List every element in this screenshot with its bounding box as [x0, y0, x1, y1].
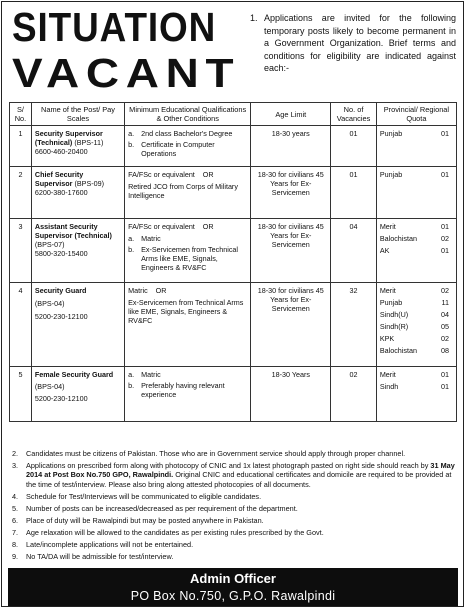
row-sno: 4 [10, 283, 32, 367]
row-age: 18-30 Years [251, 367, 331, 422]
row-age: 18-30 for civilians 45 Years for Ex-Servicemen [251, 283, 331, 367]
qualification-line: FA/FSc or equivalent OR [128, 222, 214, 231]
row-post [31, 126, 124, 167]
header-sno: S/ No. [10, 103, 32, 126]
quota-count: 01 [441, 222, 449, 231]
row-sno: 2 [10, 167, 32, 219]
quota-count: 02 [441, 334, 449, 343]
quota-count: 01 [441, 170, 449, 179]
qualification-item: b. Ex-Servicemen from Technical Arms like EME, Signals, Engineers & RV&FC [128, 245, 239, 272]
qualification-line: Matric OR [128, 286, 167, 295]
post-name: Chief Security Supervisor (BPS-09) [34, 170, 105, 188]
header-vacancies: No. of Vacancies [331, 103, 377, 126]
quota-count: 01 [441, 370, 449, 379]
quota-region: KPK [379, 334, 395, 343]
row-vacancies: 04 [331, 219, 377, 283]
header-post: Name of the Post/ Pay Scales [31, 103, 124, 126]
quota-region: Sindh(U) [379, 310, 409, 319]
quota-region: Merit [379, 222, 396, 231]
quota-count: 01 [441, 382, 449, 391]
footer-banner [8, 568, 458, 606]
quota-count: 02 [441, 286, 449, 295]
quota-count: 01 [441, 246, 449, 255]
note-item: 6. Place of duty will be Rawalpindi but may be posted anywhere in Pakistan. [12, 515, 264, 525]
post-name: Security Supervisor (Technical) (BPS-11) [34, 129, 104, 147]
table-row [10, 283, 457, 367]
row-quota [376, 126, 456, 167]
row-vacancies: 01 [331, 167, 377, 219]
qualification-item: a. Matric [128, 234, 161, 243]
post-scale: (BPS-04) [34, 382, 65, 391]
row-vacancies: 01 [331, 126, 377, 167]
footer-officer: Admin Officer [190, 571, 276, 586]
quota-count: 04 [441, 310, 449, 319]
table-row [10, 167, 457, 219]
note-item: 5. Number of posts can be increased/decreased as per requirement of the department. [12, 503, 298, 513]
note-item: 2. Candidates must be citizens of Pakistan. Those who are in Government service should apply through proper channel. [12, 449, 406, 458]
qualification-line: FA/FSc or equivalent OR [128, 170, 214, 179]
ad-title [12, 4, 250, 96]
note-item: 9. No TA/DA will be admissible for test/interview. [12, 551, 174, 561]
note-item: 7. Age relaxation will be allowed to the candidates as per existing rules prescribed by the Govt. [12, 527, 324, 537]
notes-list [12, 449, 460, 564]
quota-region: Balochistan [379, 346, 417, 355]
row-post [31, 167, 124, 219]
row-qualification [125, 219, 251, 283]
quota-count: 02 [441, 234, 449, 243]
table-row [10, 367, 457, 422]
table-row [10, 126, 457, 167]
row-vacancies: 02 [331, 367, 377, 422]
post-scale: (BPS-04) [34, 299, 65, 308]
quota-region: Punjab [379, 129, 403, 138]
quota-count: 05 [441, 322, 449, 331]
quota-region: Merit [379, 370, 396, 379]
quota-region: Sindh [379, 382, 399, 391]
quota-region: Punjab [379, 298, 403, 307]
qualification-line: Retired JCO from Corps of Military Intelligence [128, 182, 238, 200]
quota-region: Balochistan [379, 234, 417, 243]
post-name: Security Guard [34, 286, 87, 295]
row-vacancies: 32 [331, 283, 377, 367]
post-name: Female Security Guard [34, 370, 114, 379]
row-quota [376, 367, 456, 422]
vacancy-table [9, 102, 457, 422]
qualification-item: b. Preferably having relevant experience [128, 381, 225, 399]
qualification-item: b. Certificate in Computer Operations [128, 140, 215, 158]
intro-note [250, 12, 456, 75]
header-qualification: Minimum Educational Qualifications & Other Conditions [125, 103, 251, 126]
row-quota [376, 219, 456, 283]
title-line-2: VACANT [12, 50, 241, 96]
row-qualification [125, 367, 251, 422]
qualification-line: Ex-Servicemen from Technical Arms like EME, Signals, Engineers & RV&FC [128, 298, 244, 325]
row-qualification [125, 167, 251, 219]
row-sno: 3 [10, 219, 32, 283]
note-item: 3. Applications on prescribed form along with photocopy of CNIC and 1x latest photograph pasted on right side should reach by 31 May 2014 at Post Box No.750 GPO, Rawalpindi. Original CNIC and educational certificates and domicile are required to be provided at the time of test/interview. Please also bring along attested photocopies of all documents. [12, 461, 455, 489]
title-line-1: SITUATION [12, 4, 217, 50]
row-post [31, 367, 124, 422]
header-quota: Provincial/ Regional Quota [376, 103, 456, 126]
row-qualification [125, 283, 251, 367]
row-qualification [125, 126, 251, 167]
post-name: Assistant Security Supervisor (Technical) (BPS-07) [34, 222, 112, 249]
note-item: 4. Schedule for Test/Interviews will be communicated to eligible candidates. [12, 491, 262, 501]
post-pay-scale: 6200-380-17600 [34, 188, 88, 197]
quota-region: Sindh(R) [379, 322, 409, 331]
job-advertisement [1, 1, 464, 607]
intro-note-number: 1. [250, 13, 258, 23]
row-post [31, 283, 124, 367]
table-header-row [10, 103, 457, 126]
post-pay-scale: 5200-230-12100 [34, 312, 88, 321]
qualification-item: a. 2nd class Bachelor's Degree [128, 129, 233, 138]
row-quota [376, 167, 456, 219]
post-pay-scale: 5200-230-12100 [34, 394, 88, 403]
row-age: 18-30 for civilians 45 Years for Ex-Servicemen [251, 219, 331, 283]
row-sno: 1 [10, 126, 32, 167]
quota-count: 08 [441, 346, 449, 355]
header-age: Age Limit [251, 103, 331, 126]
row-post [31, 219, 124, 283]
row-age: 18-30 years [251, 126, 331, 167]
quota-region: Punjab [379, 170, 403, 179]
post-pay-scale: 6600-460-20400 [34, 147, 88, 156]
footer-address: PO Box No.750, G.P.O. Rawalpindi [130, 589, 336, 603]
row-age: 18-30 for civilians 45 Years for Ex-Servicemen [251, 167, 331, 219]
intro-note-text: Applications are invited for the following temporary posts likely to become permanent in a Government Organization. Brief terms and conditions for eligibility are indicated against each:- [264, 13, 456, 74]
note-item: 8. Late/incomplete applications will not be entertained. [12, 539, 194, 549]
post-pay-scale: 5800-320-15400 [34, 249, 88, 258]
row-sno: 5 [10, 367, 32, 422]
deadline-text: 31 May 2014 at Post Box No.750 GPO, Rawalpindi. [26, 461, 455, 480]
table-row [10, 219, 457, 283]
quota-count: 01 [441, 129, 449, 138]
qualification-item: a. Matric [128, 370, 161, 379]
row-quota [376, 283, 456, 367]
quota-count: 11 [441, 298, 449, 307]
quota-region: Merit [379, 286, 396, 295]
quota-region: AK [379, 246, 390, 255]
